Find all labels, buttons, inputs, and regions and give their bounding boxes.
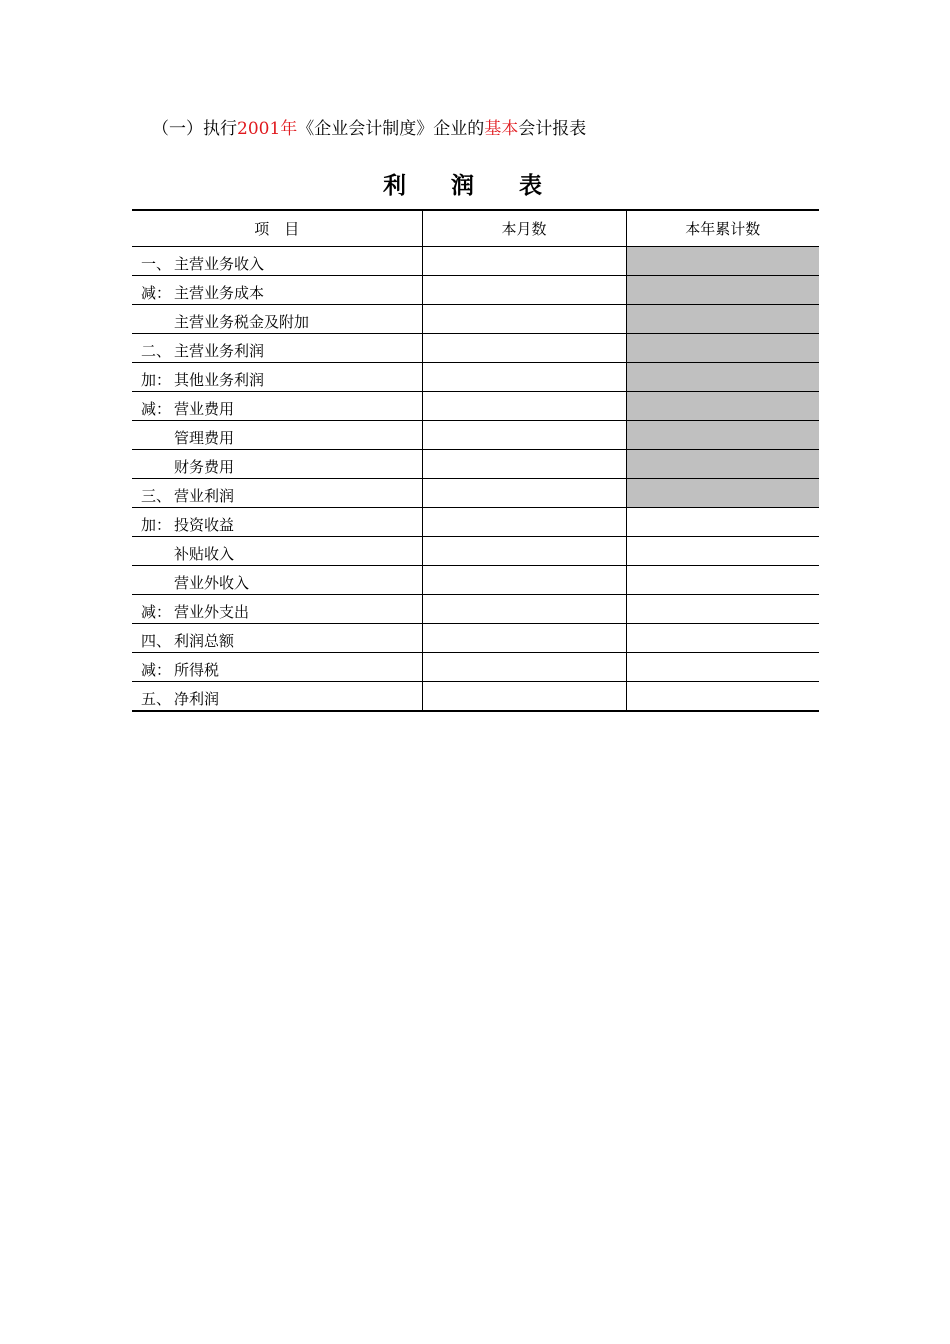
row-month-cell: [422, 247, 626, 276]
row-year-total-cell: [626, 653, 819, 682]
row-item: [132, 682, 422, 712]
row-item: [132, 508, 422, 537]
row-month-cell: [422, 305, 626, 334]
row-month-cell: [422, 450, 626, 479]
section-heading: [152, 116, 586, 142]
row-label: 其他业务利润: [174, 371, 265, 389]
row-year-total-cell: [626, 682, 819, 712]
table-row: [132, 421, 819, 450]
row-prefix: 减：: [141, 661, 172, 679]
row-prefix: 加：: [141, 516, 172, 534]
row-label: 营业外收入: [174, 574, 250, 592]
row-year-total-cell: [626, 624, 819, 653]
row-month-cell: [422, 537, 626, 566]
row-month-cell: [422, 595, 626, 624]
row-month-cell: [422, 363, 626, 392]
row-prefix: 加：: [141, 371, 172, 389]
table-row: [132, 537, 819, 566]
row-label: 主营业务利润: [174, 342, 265, 360]
row-prefix: 三、: [141, 487, 172, 505]
table-row: [132, 624, 819, 653]
row-year-total-cell: [626, 479, 819, 508]
table-row: [132, 305, 819, 334]
row-year-total-cell: [626, 363, 819, 392]
heading-year: 2001年: [237, 119, 298, 139]
heading-basic: 基本: [484, 119, 519, 139]
row-month-cell: [422, 566, 626, 595]
row-label: 营业利润: [174, 487, 235, 505]
row-item: [132, 276, 422, 305]
row-item: [132, 537, 422, 566]
heading-part3: 会计报表: [518, 119, 587, 139]
row-label: 主营业务收入: [174, 255, 265, 273]
row-label: 财务费用: [174, 458, 235, 476]
table-row: [132, 479, 819, 508]
row-item: [132, 305, 422, 334]
row-item: [132, 595, 422, 624]
table-header-row: [132, 210, 819, 247]
table-row: [132, 392, 819, 421]
row-label: 所得税: [174, 661, 220, 679]
row-item: [132, 334, 422, 363]
row-label: 管理费用: [174, 429, 235, 447]
row-item: [132, 392, 422, 421]
table-row: [132, 363, 819, 392]
row-month-cell: [422, 653, 626, 682]
income-statement-table: [132, 209, 819, 712]
table-row: [132, 276, 819, 305]
row-label: 补贴收入: [174, 545, 235, 563]
report-title: 利润表: [383, 173, 587, 199]
row-month-cell: [422, 276, 626, 305]
row-item: [132, 653, 422, 682]
row-item: [132, 479, 422, 508]
row-month-cell: [422, 392, 626, 421]
row-month-cell: [422, 624, 626, 653]
header-month: 本月数: [422, 210, 626, 247]
row-prefix: 减：: [141, 400, 172, 418]
header-item: 项 目: [132, 210, 422, 247]
table-row: [132, 334, 819, 363]
heading-part2: 《企业会计制度》企业的: [297, 119, 485, 139]
row-label: 投资收益: [174, 516, 235, 534]
row-year-total-cell: [626, 305, 819, 334]
row-item: [132, 421, 422, 450]
row-year-total-cell: [626, 537, 819, 566]
row-prefix: 五、: [141, 690, 172, 708]
row-prefix: 二、: [141, 342, 172, 360]
row-label: 净利润: [174, 690, 220, 708]
row-year-total-cell: [626, 247, 819, 276]
row-year-total-cell: [626, 508, 819, 537]
row-month-cell: [422, 334, 626, 363]
table-row: [132, 653, 819, 682]
row-prefix: 减：: [141, 603, 172, 621]
row-label: 利润总额: [174, 632, 235, 650]
table-row: [132, 450, 819, 479]
row-prefix: 一、: [141, 255, 172, 273]
row-month-cell: [422, 682, 626, 712]
row-year-total-cell: [626, 392, 819, 421]
row-year-total-cell: [626, 276, 819, 305]
row-year-total-cell: [626, 595, 819, 624]
table-row: [132, 247, 819, 276]
row-year-total-cell: [626, 450, 819, 479]
row-prefix: 四、: [141, 632, 172, 650]
table-row: [132, 508, 819, 537]
row-year-total-cell: [626, 566, 819, 595]
row-item: [132, 363, 422, 392]
row-label: 营业费用: [174, 400, 235, 418]
row-item: [132, 247, 422, 276]
row-month-cell: [422, 421, 626, 450]
table-row: [132, 595, 819, 624]
row-prefix: 减：: [141, 284, 172, 302]
row-label: 主营业务成本: [174, 284, 265, 302]
row-year-total-cell: [626, 421, 819, 450]
row-item: [132, 624, 422, 653]
table-row: [132, 682, 819, 712]
heading-part1: （一）执行: [152, 119, 237, 139]
row-month-cell: [422, 479, 626, 508]
table-row: [132, 566, 819, 595]
row-label: 主营业务税金及附加: [174, 313, 310, 331]
row-month-cell: [422, 508, 626, 537]
header-year-total: 本年累计数: [626, 210, 819, 247]
row-year-total-cell: [626, 334, 819, 363]
row-item: [132, 566, 422, 595]
row-label: 营业外支出: [174, 603, 250, 621]
row-item: [132, 450, 422, 479]
